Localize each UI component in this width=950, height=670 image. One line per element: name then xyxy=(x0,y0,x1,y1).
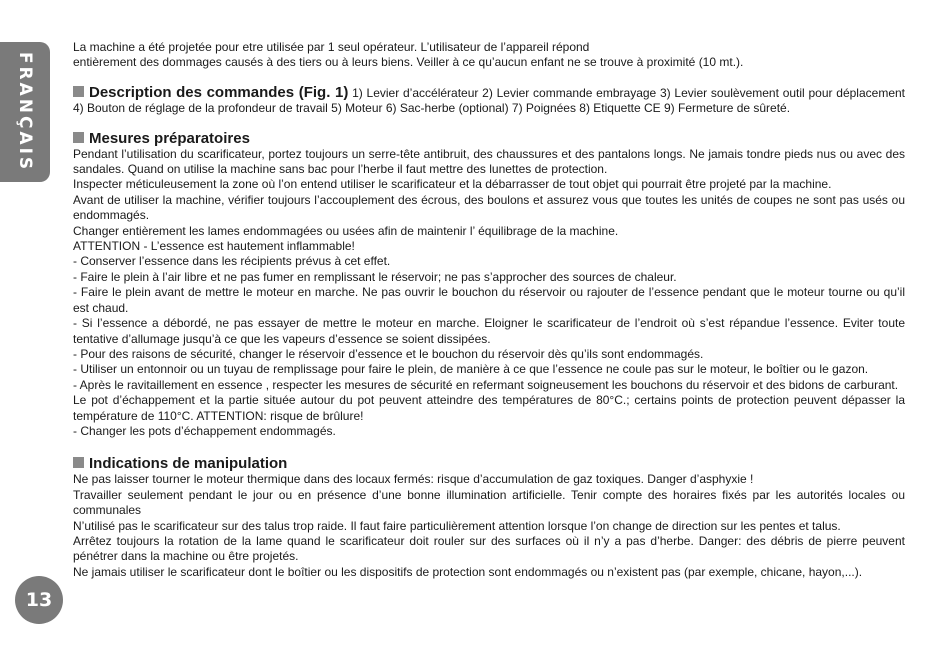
mesures-paragraph: Avant de utiliser la machine, vérifier toujours l’accouplement des écrous, des boulons et assurez vous que toutes les unités de coupes ne sont pas usés ou endommagés. xyxy=(73,192,905,223)
mesures-paragraph: Inspecter méticuleusement la zone où l’on entend utiliser le scarificateur et la débarrasser de tout objet qui pourrait être projeté par la machine. xyxy=(73,177,832,192)
mesures-paragraph: - Pour des raisons de sécurité, changer le réservoir d’essence et le bouchon du réservoir dès qu’ils sont endommagés. xyxy=(73,346,704,361)
mesures-paragraph: - Si l’essence a débordé, ne pas essayer de mettre le moteur en marche. Eloigner le scarificateur de l’endroit où s’est répandue l’essence. Eviter toute tentative d’allumage jusqu’à ce que les vapeurs d’essence se soient dissipées. xyxy=(73,316,905,346)
document-body xyxy=(73,40,905,580)
language-label: FRANÇAIS xyxy=(15,51,35,173)
indications-paragraph: Ne pas laisser tourner le moteur thermique dans des locaux fermés: risque d’accumulation de gaz toxiques. Danger d’asphyxie ! xyxy=(73,472,754,487)
mesures-paragraph: - Conserver l’essence dans les récipients prévus à cet effet. xyxy=(73,254,391,269)
mesures-heading-line xyxy=(73,130,905,147)
language-side-tab xyxy=(0,42,50,182)
square-bullet-icon xyxy=(73,132,84,143)
indications-section xyxy=(73,455,905,580)
mesures-paragraph: Le pot d’échappement et la partie située autour du pot peuvent atteindre des températures de 80°C.; certains points de protection peuvent dépasser la température de 110°C. ATTENTION: risque de brûlure! xyxy=(73,393,905,423)
mesures-paragraph: ATTENTION - L’essence est hautement inflammable! xyxy=(73,239,355,254)
mesures-paragraph: - Après le ravitaillement en essence , respecter les mesures de sécurité en refermant soigneusement les bouchons du réservoir et des bidons de carburant. xyxy=(73,377,899,392)
square-bullet-icon xyxy=(73,86,84,97)
mesures-paragraph: Pendant l’utilisation du scarificateur, portez toujours un serre-tête antibruit, des chaussures et des pantalons longs. Ne jamais tondre pieds nus ou avec des sandales. Quand on utilise la machine sans bac pour l’herbe il faut mettre des lunettes de protection. xyxy=(73,146,905,177)
intro-section xyxy=(73,40,905,71)
indications-paragraph: Arrêtez toujours la rotation de la lame quand le scarificateur doit rouler sur des surfaces où il n’y a pas d’herbe. Danger: des débris de pierre peuvent pénétrer dans la machine ou être projetés. xyxy=(73,533,905,564)
indications-heading: Indications de manipulation xyxy=(89,455,288,473)
description-text: 1) Levier d’accélérateur 2) Levier commande embrayage 3) Levier soulèvement outil pour déplacement 4) Bouton de réglage de la profondeur de travail 5) Moteur 6) Sac-herbe (optional) 7) Poignées 8) Etiquette CE 9) Fermeture de sûreté. xyxy=(73,85,905,116)
mesures-paragraph: - Changer les pots d’échappement endommagés. xyxy=(73,423,336,438)
mesures-paragraph: - Utiliser un entonnoir ou un tuyau de remplissage pour faire le plein, de manière à ce que l’essence ne coule pas sur le moteur, le boîtier ou le gazon. xyxy=(73,362,869,377)
square-bullet-icon xyxy=(73,457,84,468)
indications-paragraph: N’utilisé pas le scarificateur sur des talus trop raide. Il faut faire particulièrement attention lorsque l’on change de direction sur les pentes et talus. xyxy=(73,518,841,533)
indications-paragraph: Ne jamais utiliser le scarificateur dont le boîtier ou les dispositifs de protection sont endommagés ou n’existent pas (par exemple, chicane, hayon,...). xyxy=(73,564,863,579)
mesures-heading: Mesures préparatoires xyxy=(89,129,250,147)
mesures-paragraph: - Faire le plein avant de mettre le moteur en marche. Ne pas ouvrir le bouchon du réservoir ou rajouter de l’essence pendant que le moteur tourne ou qu’il est chaud. xyxy=(73,285,905,315)
description-heading: Description des commandes (Fig. 1) xyxy=(89,83,349,101)
indications-heading-line xyxy=(73,455,905,472)
mesures-section xyxy=(73,130,905,440)
mesures-paragraph: Changer entièrement les lames endommagées ou usées afin de maintenir l’ équilibrage de la machine. xyxy=(73,223,619,238)
description-section xyxy=(73,85,905,117)
indications-paragraph: Travailler seulement pendant le jour ou en présence d’une bonne illumination artificielle. Tenir compte des horaires fixés par les autorités locales ou communales xyxy=(73,487,905,518)
description-paragraph xyxy=(73,85,905,117)
intro-line-2: entièrement des dommages causés à des tiers ou à leurs biens. Veiller à ce qu’aucun enfant ne se trouve à proximité (10 mt.). xyxy=(73,55,744,70)
intro-line-1: La machine a été projetée pour etre utilisée par 1 seul opérateur. L’utilisateur de l’appareil répond xyxy=(73,40,590,54)
mesures-paragraph: - Faire le plein à l’air libre et ne pas fumer en remplissant le réservoir; ne pas s’approcher des sources de chaleur. xyxy=(73,269,677,284)
page-number-badge: 13 xyxy=(15,576,63,624)
